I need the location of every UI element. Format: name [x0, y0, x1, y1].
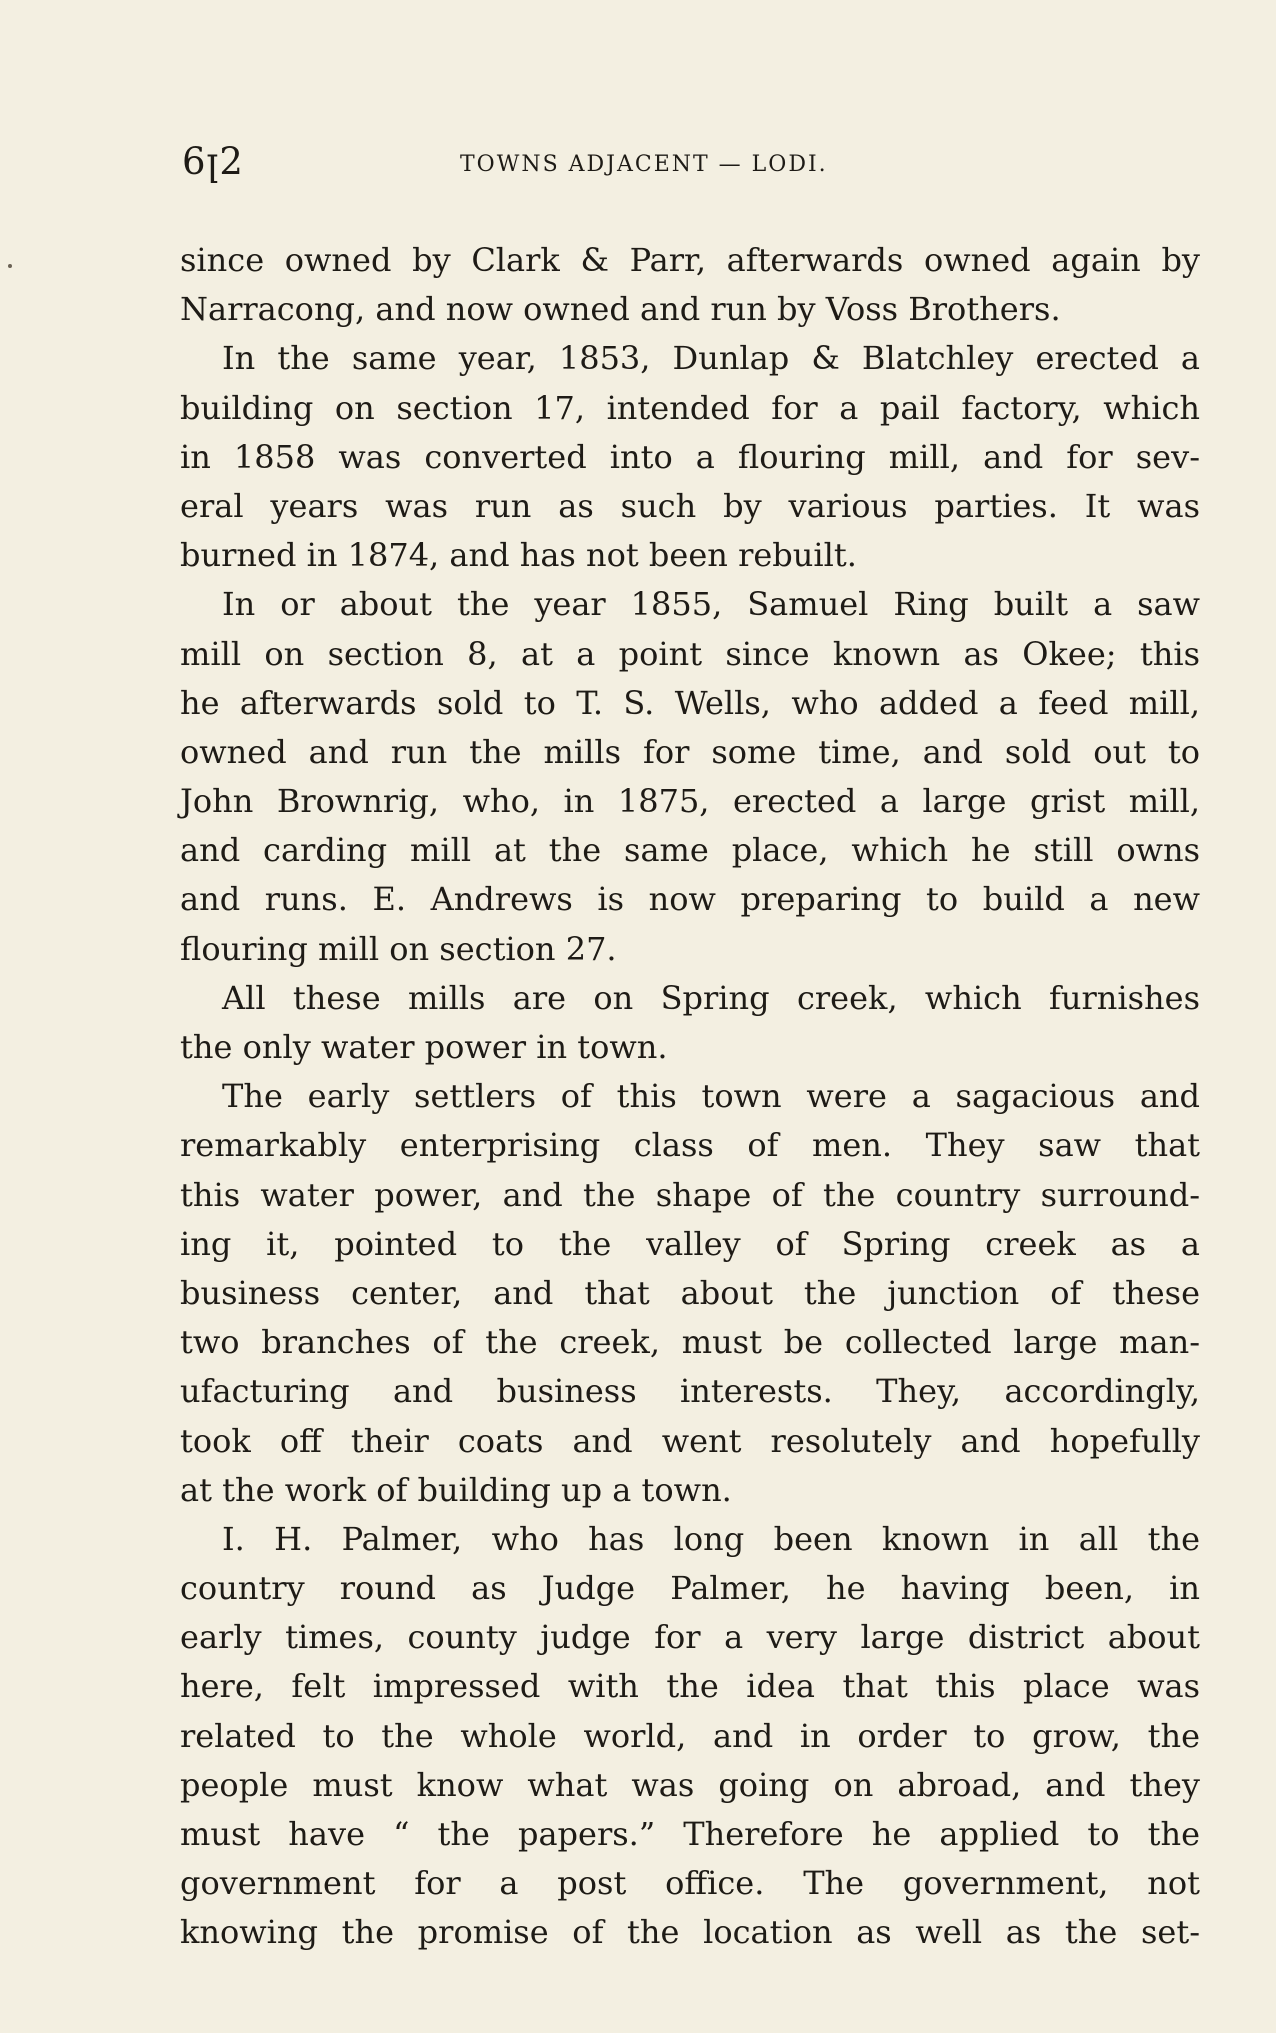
text-line: John Brownrig, who, in 1875, erected a large grist mill,: [180, 782, 1200, 821]
text-line: In the same year, 1853, Dunlap & Blatchley erected a: [222, 339, 1200, 378]
text-line: burned in 1874, and has not been rebuilt.: [180, 536, 857, 575]
text-line: business center, and that about the junction of these: [180, 1273, 1200, 1312]
text-line: he afterwards sold to T. S. Wells, who added a feed mill,: [180, 683, 1200, 722]
text-line: remarkably enterprising class of men. They saw that: [180, 1126, 1200, 1165]
text-line: took off their coats and went resolutely and hopefully: [180, 1421, 1200, 1460]
text-line: owned and run the mills for some time, and sold out to: [180, 732, 1200, 771]
page-number: 6ꞁ2: [182, 140, 244, 183]
text-line: must have “ the papers.” Therefore he applied to the: [180, 1815, 1200, 1853]
text-line: two branches of the creek, must be collected large man-: [180, 1323, 1200, 1362]
body-text: [180, 236, 1200, 1958]
text-line: country round as Judge Palmer, he having been, in: [180, 1569, 1200, 1608]
text-line: the only water power in town.: [180, 1028, 668, 1066]
text-line: government for a post office. The government, not: [180, 1864, 1200, 1903]
text-line: Narracong, and now owned and run by Voss Brothers.: [180, 290, 1061, 329]
text-line: ing it, pointed to the valley of Spring creek as a: [180, 1224, 1200, 1263]
text-line: at the work of building up a town.: [180, 1470, 732, 1509]
text-line: ufacturing and business interests. They, accordingly,: [180, 1372, 1200, 1411]
text-line: All these mills are on Spring creek, which furnishes: [222, 978, 1200, 1017]
text-line: flouring mill on section 27.: [180, 929, 617, 968]
text-line: here, felt impressed with the idea that this place was: [180, 1667, 1200, 1706]
running-head: TOWNS ADJACENT — LODI.: [460, 152, 828, 177]
text-line: knowing the promise of the location as well as the set-: [180, 1913, 1200, 1952]
text-line: and carding mill at the same place, which he still owns: [180, 831, 1200, 870]
text-line: early times, county judge for a very large district about: [180, 1618, 1200, 1657]
margin-speck: [8, 264, 12, 268]
text-line: related to the whole world, and in order to grow, the: [180, 1716, 1200, 1755]
text-line: eral years was run as such by various parties. It was: [180, 486, 1200, 525]
text-line: in 1858 was converted into a flouring mill, and for sev-: [180, 437, 1200, 476]
text-line: this water power, and the shape of the country surround-: [180, 1175, 1200, 1214]
text-line: and runs. E. Andrews is now preparing to build a new: [180, 880, 1200, 919]
text-line: In or about the year 1855, Samuel Ring built a saw: [222, 585, 1200, 624]
page-header: [178, 140, 1198, 190]
text-line: building on section 17, intended for a pail factory, which: [180, 388, 1200, 427]
text-line: mill on section 8, at a point since known as Okee; this: [180, 634, 1200, 673]
text-line: people must know what was going on abroad, and they: [180, 1765, 1200, 1804]
text-line: I. H. Palmer, who has long been known in all the: [222, 1519, 1200, 1558]
text-line: The early settlers of this town were a sagacious and: [222, 1077, 1200, 1116]
text-line: since owned by Clark & Parr, afterwards owned again by: [180, 241, 1200, 279]
